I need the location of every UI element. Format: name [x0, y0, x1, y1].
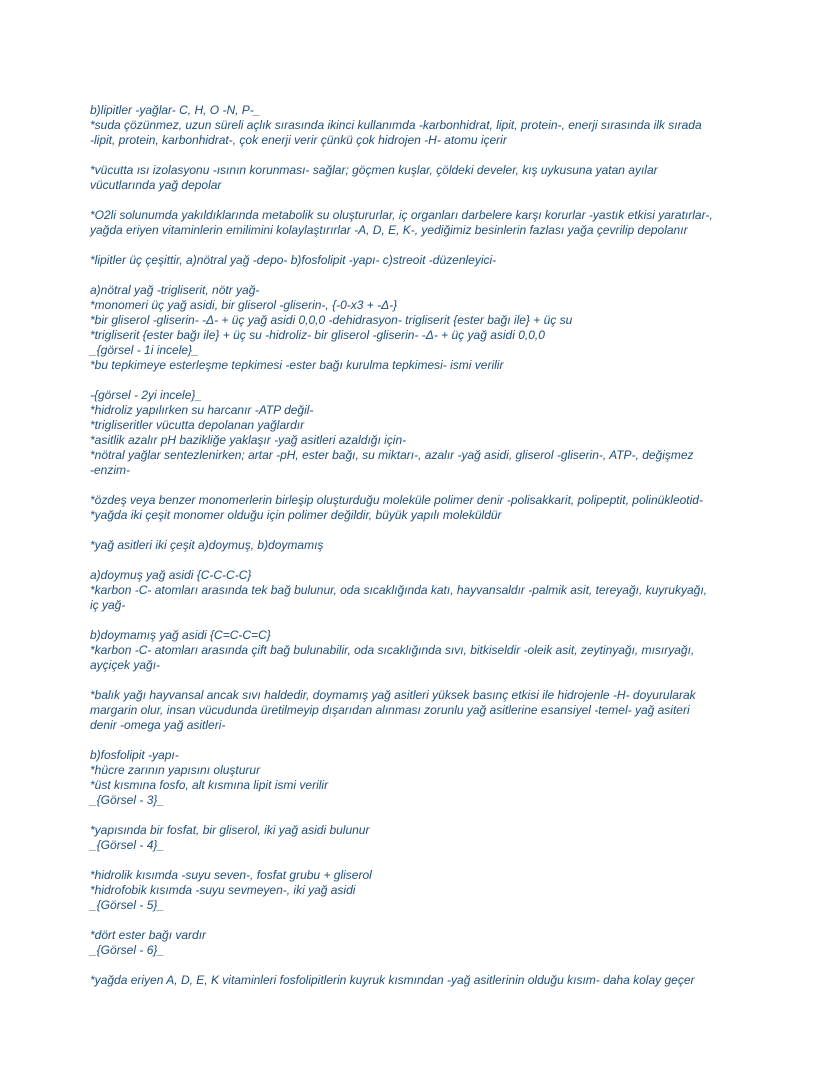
paragraph — [90, 973, 806, 988]
paragraph — [90, 928, 806, 958]
text-line: *hidrolik kısımda -suyu seven-, fosfat grubu + gliserol — [90, 868, 372, 882]
text-line: *trigliseritler vücutta depolanan yağlardır — [90, 418, 305, 432]
paragraph — [90, 748, 806, 808]
text-line: *suda çözünmez, uzun süreli açlık sırasında ikinci kullanımda -karbonhidrat, lipit, protein-, enerji sırasında ilk sırada — [90, 118, 702, 132]
paragraph — [90, 388, 806, 478]
paragraph — [90, 163, 806, 193]
text-line: -{görsel - 2yi incele}_ — [90, 388, 203, 402]
paragraph — [90, 823, 806, 853]
text-line: *özdeş veya benzer monomerlerin birleşip oluşturduğu moleküle polimer denir -polisakkarit, polipeptit, polinükleotid- — [90, 493, 703, 507]
text-line: *bu tepkimeye esterleşme tepkimesi -ester bağı kurulma tepkimesi- ismi verilir — [90, 358, 504, 372]
text-line: *üst kısmına fosfo, alt kısmına lipit ismi verilir — [90, 778, 329, 792]
text-line: _{Görsel - 5}_ — [90, 898, 165, 912]
text-line: *yapısında bir fosfat, bir gliserol, iki yağ asidi bulunur — [90, 823, 370, 837]
text-line: denir -omega yağ asitleri- — [90, 718, 226, 732]
text-line: *vücutta ısı izolasyonu -ısının korunması- sağlar; göçmen kuşlar, çöldeki develer, kış uykusuna yatan ayılar — [90, 163, 658, 177]
text-line: *bir gliserol -gliserin- -Δ- + üç yağ asidi 0,0,0 -dehidrasyon- trigliserit {ester bağı ile} + üç su — [90, 313, 573, 327]
text-line: iç yağ- — [90, 598, 126, 612]
text-line: *monomeri üç yağ asidi, bir gliserol -gliserin-, {-0-x3 + -Δ-} — [90, 298, 398, 312]
text-line: _{görsel - 1i incele}_ — [90, 343, 199, 357]
text-line: yağda eriyen vitaminlerin emilimini kolaylaştırırlar -A, D, E, K-, yediğimiz besinlerin fazlası yağa çevrilip depolanır — [90, 223, 688, 237]
notes-text — [90, 103, 806, 1003]
text-line: *nötral yağlar sentezlenirken; artar -pH, ester bağı, su miktarı-, azalır -yağ asidi, gliserol -gliserin-, ATP-, değişmez — [90, 448, 694, 462]
text-line: -lipit, protein, karbonhidrat-, çok enerji verir çünkü çok hidrojen -H- atomu içerir — [90, 133, 507, 147]
text-line: *hidroliz yapılırken su harcanır -ATP değil- — [90, 403, 314, 417]
text-line: *dört ester bağı vardır — [90, 928, 207, 942]
text-line: *yağda iki çeşit monomer olduğu için polimer değildir, büyük yapılı moleküldür — [90, 508, 502, 522]
text-line: -enzim- — [90, 463, 131, 477]
paragraph — [90, 538, 806, 553]
text-line: *hücre zarının yapısını oluşturur — [90, 763, 261, 777]
text-line: *balık yağı hayvansal ancak sıvı haldedir, doymamış yağ asitleri yüksek basınç etkisi ile hidrojenle -H- doyurularak — [90, 688, 696, 702]
text-line: b)doymamış yağ asidi {C=C-C=C} — [90, 628, 271, 642]
text-line: *trigliserit {ester bağı ile} + üç su -hidroliz- bir gliserol -gliserin- -Δ- + üç yağ asidi 0,0,0 — [90, 328, 545, 342]
text-line: *lipitler üç çeşittir, a)nötral yağ -depo- b)fosfolipit -yapı- c)streoit -düzenleyici- — [90, 253, 497, 267]
text-line: *karbon -C- atomları arasında çift bağ bulunabilir, oda sıcaklığında sıvı, bitkiseldir -oleik asit, zeytinyağı, mısıryağı, — [90, 643, 695, 657]
paragraph — [90, 568, 806, 613]
paragraph — [90, 868, 806, 913]
text-line: a)doymuş yağ asidi {C-C-C-C} — [90, 568, 252, 582]
paragraph — [90, 688, 806, 733]
text-line: margarin olur, insan vücudunda üretilmeyip dışarıdan alınması zorunlu yağ asitlerine esansiyel -temel- yağ asiteri — [90, 703, 690, 717]
text-line: *yağda eriyen A, D, E, K vitaminleri fosfolipitlerin kuyruk kısmından -yağ asitlerinin olduğu kısım- daha kolay geçer — [90, 973, 695, 987]
text-line: vücutlarında yağ depolar — [90, 178, 222, 192]
paragraph — [90, 283, 806, 373]
text-line: b)fosfolipit -yapı- — [90, 748, 179, 762]
text-line: b)lipitler -yağlar- C, H, O -N, P-_ — [90, 103, 261, 117]
text-line: *yağ asitleri iki çeşit a)doymuş, b)doymamış — [90, 538, 324, 552]
text-line: *asitlik azalır pH bazikliğe yaklaşır -yağ asitleri azaldığı için- — [90, 433, 407, 447]
text-line: a)nötral yağ -trigliserit, nötr yağ- — [90, 283, 260, 297]
text-line: *karbon -C- atomları arasında tek bağ bulunur, oda sıcaklığında katı, hayvansaldır -palmik asit, tereyağı, kuyrukyağı, — [90, 583, 707, 597]
text-line: ayçiçek yağı- — [90, 658, 161, 672]
paragraph — [90, 103, 806, 148]
paragraph — [90, 208, 806, 238]
text-line: *O2li solunumda yakıldıklarında metabolik su oluştururlar, iç organları darbelere karşı korurlar -yastık etkisi yaratırlar-, — [90, 208, 713, 222]
text-line: _{Görsel - 4}_ — [90, 838, 165, 852]
paragraph — [90, 253, 806, 268]
paragraph — [90, 628, 806, 673]
text-line: _{Görsel - 6}_ — [90, 943, 165, 957]
text-line: *hidrofobik kısımda -suyu sevmeyen-, iki yağ asidi — [90, 883, 356, 897]
text-line: _{Görsel - 3}_ — [90, 793, 165, 807]
paragraph — [90, 493, 806, 523]
